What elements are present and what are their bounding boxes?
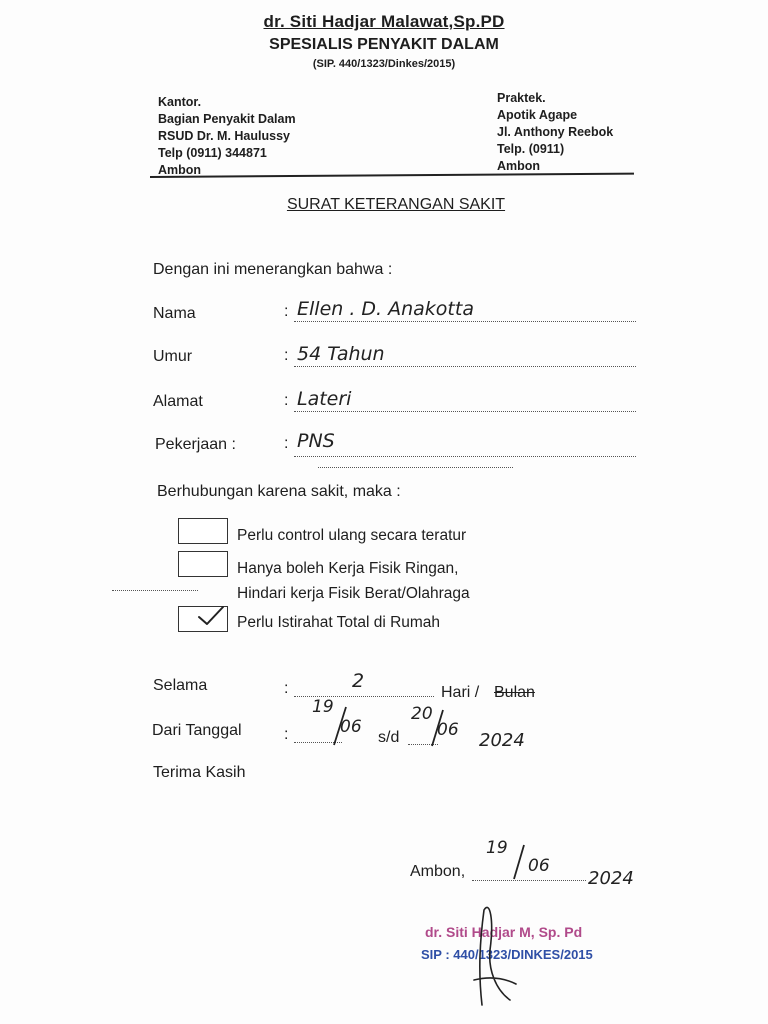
pekerjaan-label: Pekerjaan :: [155, 436, 236, 453]
nama-dotted-line: [294, 321, 636, 322]
stamp-sip: SIP : 440/1323/DINKES/2015: [421, 947, 593, 962]
reason-intro: Berhubungan karena sakit, maka :: [157, 483, 401, 500]
to-month: 06: [437, 720, 459, 740]
practice-line: Jl. Anthony Reebok: [497, 125, 614, 139]
option-checkbox-light-work[interactable]: [178, 551, 228, 577]
office-line: Telp (0911) 344871: [158, 146, 267, 160]
option-checkbox-control[interactable]: [178, 518, 228, 544]
option-checkbox-rest[interactable]: [178, 606, 228, 632]
field-colon: :: [284, 435, 289, 452]
practice-address: [497, 90, 613, 175]
umur-dotted-line: [294, 366, 636, 367]
from-day: 19: [312, 697, 334, 717]
field-colon: :: [284, 680, 289, 697]
practice-line: Apotik Agape: [497, 108, 578, 122]
selama-label: Selama: [153, 677, 208, 694]
nama-value: Ellen . D. Anakotta: [297, 298, 474, 320]
umur-value: 54 Tahun: [297, 343, 385, 365]
alamat-dotted-line: [294, 411, 636, 412]
dari-tanggal-label: Dari Tanggal: [152, 722, 242, 739]
from-month: 06: [340, 717, 362, 737]
to-year: 2024: [479, 730, 525, 751]
selama-days: 2: [352, 670, 365, 692]
option-label-light-work: Hanya boleh Kerja Fisik Ringan,: [237, 560, 459, 577]
sd-label: s/d: [378, 729, 400, 746]
office-line: Bagian Penyakit Dalam: [158, 112, 296, 126]
date-slash-icon: [506, 843, 530, 883]
nama-label: Nama: [153, 305, 196, 322]
bulan-label: Bulan: [494, 684, 535, 701]
pekerjaan-dotted-line: [294, 456, 636, 457]
alamat-value: Lateri: [297, 388, 352, 410]
signature-mark: [460, 880, 530, 1010]
stray-dotted-line: [112, 590, 198, 591]
office-label: Kantor.: [158, 95, 202, 109]
closing-text: Terima Kasih: [153, 764, 246, 781]
option-label-light-work-2: Hindari kerja Fisik Berat/Olahraga: [237, 585, 470, 602]
signature-month: 06: [528, 856, 550, 876]
check-mark-icon: [179, 603, 227, 627]
field-colon: :: [284, 347, 289, 364]
date-slash-icon: [328, 705, 352, 749]
signature-year: 2024: [588, 868, 634, 889]
pekerjaan-dotted-line-2: [318, 467, 513, 468]
doctor-specialty: SPESIALIS PENYAKIT DALAM: [269, 36, 499, 53]
doctor-sip: (SIP. 440/1323/Dinkes/2015): [312, 58, 456, 70]
intro-text: Dengan ini menerangkan bahwa :: [153, 261, 393, 278]
field-colon: :: [284, 726, 289, 743]
signature-place: Ambon,: [410, 863, 466, 880]
document-title: SURAT KETERANGAN SAKIT: [286, 196, 506, 213]
field-colon: :: [284, 303, 289, 320]
umur-label: Umur: [153, 348, 193, 365]
practice-line: Ambon: [497, 159, 541, 173]
field-colon: :: [284, 392, 289, 409]
stamp-name: dr. Siti Hadjar M, Sp. Pd: [425, 924, 583, 940]
pekerjaan-value: PNS: [297, 430, 335, 452]
doctor-name: dr. Siti Hadjar Malawat,Sp.PD: [263, 12, 505, 31]
option-label-control: Perlu control ulang secara teratur: [237, 527, 467, 544]
option-label-rest: Perlu Istirahat Total di Rumah: [237, 614, 441, 631]
office-line: RSUD Dr. M. Haulussy: [158, 129, 290, 143]
signature-day: 19: [486, 838, 508, 858]
office-address: [158, 94, 296, 179]
office-line: Ambon: [158, 163, 202, 177]
practice-line: Telp. (0911): [497, 142, 565, 156]
practice-label: Praktek.: [497, 91, 546, 105]
alamat-label: Alamat: [153, 393, 203, 410]
to-day: 20: [411, 704, 433, 724]
hari-label: Hari /: [441, 684, 480, 701]
